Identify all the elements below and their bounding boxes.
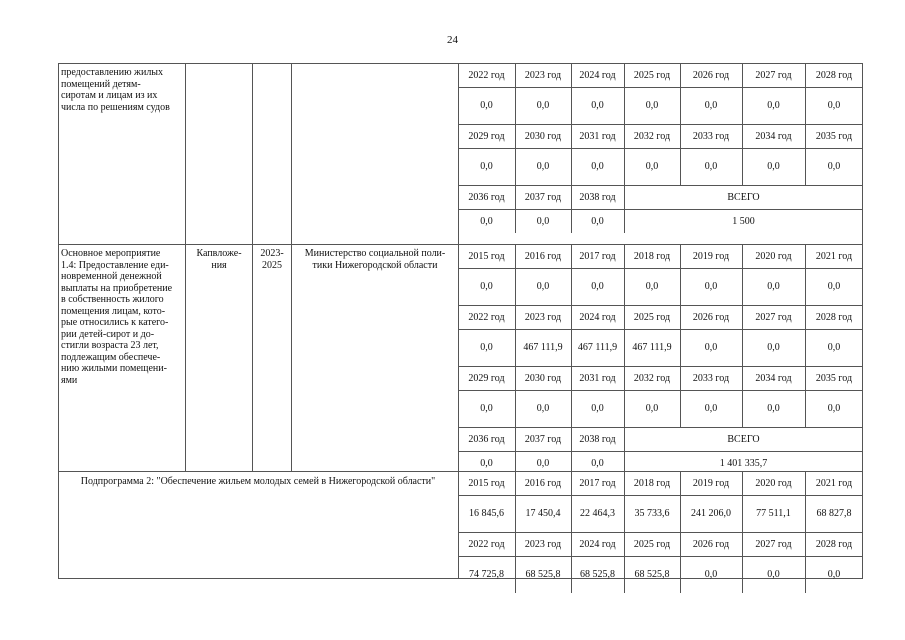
amount-cell: 0,0 <box>767 100 780 111</box>
executor <box>292 248 458 271</box>
year-header: 2028 год <box>815 69 853 81</box>
measure-name-line: ями <box>61 374 78 386</box>
year-header: 2037 год <box>524 191 562 203</box>
measure-name-line: выплаты на приобретение <box>61 282 173 294</box>
year-header: 2035 год <box>815 372 853 384</box>
year-header: 2026 год <box>692 311 730 323</box>
amount-cell: 0,0 <box>536 215 550 227</box>
amount-cell: 0,0 <box>591 403 604 414</box>
amount-cell: 0,0 <box>591 281 604 292</box>
year-header: 2017 год <box>579 250 616 262</box>
period-line: 2025 <box>262 259 282 271</box>
page-number: 24 <box>447 34 458 46</box>
amount-cell: 0,0 <box>645 161 659 172</box>
amount-cell: 0,0 <box>591 100 604 111</box>
year-header: 2022 год <box>468 69 505 81</box>
amount-cell: 0,0 <box>536 161 550 172</box>
amount-cell: 0,0 <box>827 100 841 111</box>
period <box>253 248 291 271</box>
amount-cell: 0,0 <box>827 569 841 580</box>
amount-cell: 0,0 <box>591 161 604 172</box>
year-header: 2028 год <box>815 538 853 550</box>
amount-cell: 0,0 <box>591 215 604 227</box>
year-header: 2033 год <box>692 130 730 142</box>
year-header: 2016 год <box>524 250 562 262</box>
amount-cell: 0,0 <box>827 403 841 414</box>
year-header: 2029 год <box>468 130 505 142</box>
year-header: 2032 год <box>633 130 671 142</box>
amount-cell: 0,0 <box>480 215 493 227</box>
amount-cell: 68 525,8 <box>580 569 615 580</box>
year-header: 2033 год <box>692 372 730 384</box>
year-header: 2030 год <box>524 130 562 142</box>
subprogram-title: Подпрограмма 2: "Обеспечение жильем молодых семей в Нижегородской области" <box>80 476 436 487</box>
year-header: 2022 год <box>468 538 505 550</box>
amount-cell: 467 111,9 <box>523 342 563 353</box>
measure-name-line: помещений детям- <box>61 78 141 90</box>
amount-cell: 0,0 <box>480 342 493 353</box>
amount-cell: 0,0 <box>536 100 550 111</box>
total-label: ВСЕГО <box>727 433 760 445</box>
amount-cell: 0,0 <box>645 403 659 414</box>
amount-cell: 0,0 <box>767 281 780 292</box>
amount-cell: 0,0 <box>704 569 718 580</box>
amount-cell: 22 464,3 <box>580 508 615 519</box>
year-header: 2031 год <box>579 130 616 142</box>
amount-cell: 241 206,0 <box>691 508 731 519</box>
year-header: 2025 год <box>633 538 671 550</box>
amount-cell: 0,0 <box>480 457 493 469</box>
measure-name-line: Основное мероприятие <box>61 248 161 259</box>
amount-cell: 0,0 <box>645 281 659 292</box>
year-header: 2015 год <box>468 250 505 262</box>
year-header: 2021 год <box>815 477 853 489</box>
measure-name-line: стигли возраста 23 лет, <box>61 340 159 351</box>
amount-cell: 0,0 <box>767 161 780 172</box>
amount-cell: 0,0 <box>827 161 841 172</box>
year-header: 2038 год <box>579 433 616 445</box>
year-header: 2032 год <box>633 372 671 384</box>
year-header: 2023 год <box>524 538 562 550</box>
period-line: 2023- <box>260 248 284 259</box>
year-header: 2031 год <box>579 372 616 384</box>
year-header: 2029 год <box>468 372 505 384</box>
year-header: 2015 год <box>468 477 505 489</box>
funding-type-line: ния <box>211 259 227 271</box>
measure-name-line: рии детей-сирот и до- <box>61 328 155 340</box>
measure-name-line: рые относились к катего- <box>61 317 169 328</box>
measure-name-line: 1.4: Предоставление еди- <box>61 259 169 271</box>
amount-cell: 0,0 <box>536 457 550 469</box>
year-header: 2026 год <box>692 69 730 81</box>
total-value: 1 401 335,7 <box>719 457 768 469</box>
amount-cell: 16 845,6 <box>469 508 504 519</box>
measure-name-line: сиротам и лицам из их <box>61 90 158 101</box>
amount-cell: 35 733,6 <box>634 508 670 519</box>
measure-name-line: предоставлению жилых <box>61 67 164 78</box>
year-header: 2020 год <box>755 250 792 262</box>
measure-name-line: в собственность жилого <box>61 294 164 305</box>
year-header: 2025 год <box>633 69 671 81</box>
year-header: 2018 год <box>633 477 671 489</box>
year-header: 2027 год <box>755 538 792 550</box>
measure-name <box>61 248 183 386</box>
measure-name-line: числа по решениям судов <box>61 101 170 113</box>
year-header: 2036 год <box>468 433 505 445</box>
year-header: 2019 год <box>692 477 730 489</box>
year-header: 2036 год <box>468 191 505 203</box>
measure-name-line: нию жилыми помещени- <box>61 363 167 374</box>
amount-cell: 68 525,8 <box>525 569 561 580</box>
amount-cell: 0,0 <box>480 161 493 172</box>
amount-cell: 0,0 <box>480 100 493 111</box>
funding-type <box>186 248 252 271</box>
amount-cell: 0,0 <box>704 100 718 111</box>
year-header: 2026 год <box>692 538 730 550</box>
year-header: 2016 год <box>524 477 562 489</box>
year-header: 2024 год <box>579 311 616 323</box>
amount-cell: 0,0 <box>767 569 780 580</box>
amount-cell: 0,0 <box>704 403 718 414</box>
measure-name-line: помещения лицам, кото- <box>61 305 166 317</box>
amount-cell: 77 511,1 <box>756 508 791 519</box>
amount-cell: 0,0 <box>704 161 718 172</box>
year-header: 2023 год <box>524 69 562 81</box>
total-value: 1 500 <box>732 215 755 227</box>
measure-name-line: новременной денежной <box>61 271 162 282</box>
year-header: 2038 год <box>579 191 616 203</box>
executor-line: Министерство социальной поли- <box>304 248 446 259</box>
year-header: 2034 год <box>755 372 792 384</box>
year-header: 2024 год <box>579 69 616 81</box>
amount-cell: 0,0 <box>591 457 604 469</box>
amount-cell: 0,0 <box>704 342 718 353</box>
year-header: 2037 год <box>524 433 562 445</box>
amount-cell: 74 725,8 <box>469 569 504 580</box>
year-header: 2027 год <box>755 69 792 81</box>
measure-name-line: подлежащим обеспече- <box>61 351 161 363</box>
amount-cell: 0,0 <box>645 100 659 111</box>
year-header: 2028 год <box>815 311 853 323</box>
year-header: 2027 год <box>755 311 792 323</box>
year-header: 2030 год <box>524 372 562 384</box>
amount-cell: 0,0 <box>767 403 780 414</box>
year-header: 2020 год <box>755 477 792 489</box>
amount-cell: 467 111,9 <box>632 342 672 353</box>
year-header: 2024 год <box>579 538 616 550</box>
executor-line: тики Нижегородской области <box>312 259 438 271</box>
amount-cell: 17 450,4 <box>525 508 561 519</box>
year-header: 2023 год <box>524 311 562 323</box>
year-header: 2018 год <box>633 250 671 262</box>
year-header: 2034 год <box>755 130 792 142</box>
amount-cell: 68 525,8 <box>634 569 670 580</box>
amount-cell: 0,0 <box>536 403 550 414</box>
amount-cell: 68 827,8 <box>816 508 852 519</box>
amount-cell: 467 111,9 <box>577 342 618 353</box>
year-header: 2017 год <box>579 477 616 489</box>
total-label: ВСЕГО <box>727 191 760 203</box>
year-header: 2035 год <box>815 130 853 142</box>
amount-cell: 0,0 <box>704 281 718 292</box>
funding-type-line: Капвложе- <box>196 248 242 259</box>
year-header: 2021 год <box>815 250 853 262</box>
year-header: 2025 год <box>633 311 671 323</box>
amount-cell: 0,0 <box>480 403 493 414</box>
amount-cell: 0,0 <box>536 281 550 292</box>
measure-name <box>61 67 183 113</box>
amount-cell: 0,0 <box>827 281 841 292</box>
amount-cell: 0,0 <box>767 342 780 353</box>
amount-cell: 0,0 <box>827 342 841 353</box>
amount-cell: 0,0 <box>480 281 493 292</box>
year-header: 2019 год <box>692 250 730 262</box>
year-header: 2022 год <box>468 311 505 323</box>
